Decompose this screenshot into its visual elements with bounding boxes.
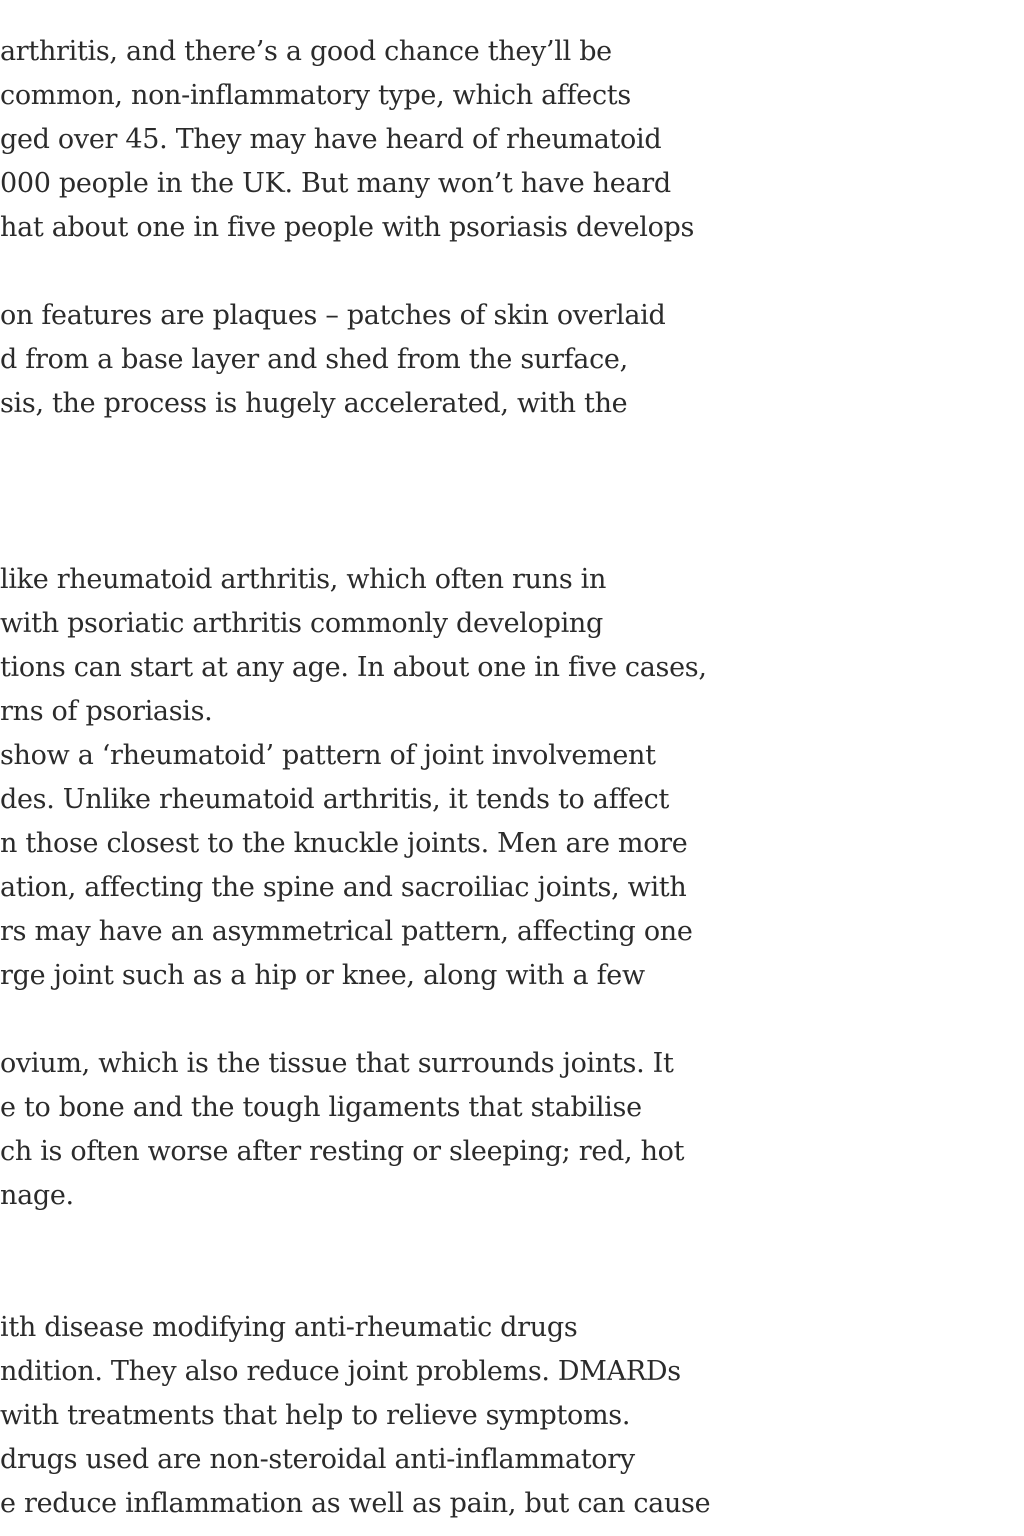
text-line: ovium, which is the tissue that surrounds joints. It (0, 1048, 674, 1079)
text-line: ndition. They also reduce joint problems. DMARDs (0, 1356, 681, 1387)
text-line: drugs used are non-steroidal anti-inflammatory (0, 1444, 635, 1475)
text-line: on features are plaques – patches of skin overlaid (0, 300, 666, 331)
text-line: e to bone and the tough ligaments that stabilise (0, 1092, 642, 1123)
text-line: des. Unlike rheumatoid arthritis, it tends to affect (0, 784, 670, 815)
text-line: with treatments that help to relieve symptoms. (0, 1400, 631, 1431)
text-line: d from a base layer and shed from the surface, (0, 344, 628, 375)
text-line: nage. (0, 1180, 74, 1211)
text-line: rge joint such as a hip or knee, along with a few (0, 960, 645, 991)
text-line: tions can start at any age. In about one in five cases, (0, 652, 707, 683)
text-line: sis, the process is hugely accelerated, with the (0, 388, 628, 419)
text-line: ch is often worse after resting or sleeping; red, hot (0, 1136, 685, 1167)
text-line: common, non-inflammatory type, which affects (0, 80, 631, 111)
text-line: hat about one in five people with psoriasis develops (0, 212, 695, 243)
text-line: ged over 45. They may have heard of rheumatoid (0, 124, 662, 155)
text-line: rs may have an asymmetrical pattern, affecting one (0, 916, 693, 947)
text-line: n those closest to the knuckle joints. Men are more (0, 828, 688, 859)
text-line: e reduce inflammation as well as pain, but can cause (0, 1488, 711, 1519)
text-line: arthritis, and there’s a good chance they’ll be (0, 36, 612, 67)
text-line: rns of psoriasis. (0, 696, 213, 727)
text-line: with psoriatic arthritis commonly developing (0, 608, 603, 639)
text-line: ation, affecting the spine and sacroiliac joints, with (0, 872, 687, 903)
text-line: 000 people in the UK. But many won’t have heard (0, 168, 671, 199)
text-line: ith disease modifying anti-rheumatic drugs (0, 1312, 578, 1343)
text-line: like rheumatoid arthritis, which often runs in (0, 564, 607, 595)
text-line: show a ‘rheumatoid’ pattern of joint involvement (0, 740, 656, 771)
